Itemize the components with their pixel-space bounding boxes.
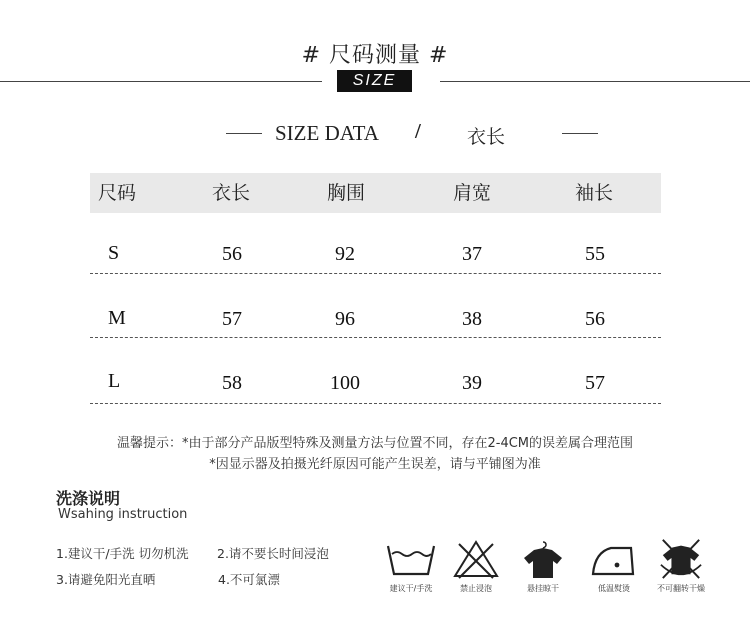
table-cell-length: 56 — [222, 243, 242, 265]
table-cell-sleeve: 57 — [585, 372, 605, 394]
low-iron-icon — [587, 538, 641, 582]
size-badge: SIZE — [337, 70, 412, 92]
column-header-sleeve: 袖长 — [575, 182, 614, 204]
subheader-right-text: 衣长 — [467, 126, 506, 148]
table-cell-shoulder: 37 — [462, 243, 482, 265]
instruction-1: 1.建议干/手洗 切勿机洗 — [56, 546, 189, 561]
tip-line-1: 温馨提示：*由于部分产品版型特殊及测量方法与位置不同，存在2-4CM的误差属合理范围 — [116, 436, 634, 451]
table-cell-chest: 100 — [330, 372, 360, 394]
subheader-dash-left — [226, 133, 262, 134]
tip-line-2: *因显示器及拍摄光纤原因可能产生误差，请与平铺图为准 — [209, 457, 541, 472]
table-cell-size: M — [108, 307, 126, 329]
row-divider — [90, 273, 661, 274]
hang-dry-caption: 悬挂晾干 — [527, 584, 559, 593]
hand-wash-caption: 建议干/手洗 — [389, 584, 433, 593]
table-cell-sleeve: 56 — [585, 308, 605, 330]
washing-subtitle: Wsahing instruction — [58, 507, 188, 522]
table-cell-sleeve: 55 — [585, 243, 605, 265]
row-divider — [90, 337, 661, 338]
subheader-dash-right — [562, 133, 598, 134]
low-iron-caption: 低温熨烫 — [598, 584, 630, 593]
table-cell-shoulder: 39 — [462, 372, 482, 394]
table-cell-shoulder: 38 — [462, 308, 482, 330]
table-cell-size: S — [108, 242, 120, 264]
column-header-shoulder: 肩宽 — [453, 182, 492, 204]
instruction-4: 4.不可氯漂 — [218, 572, 280, 587]
column-header-size: 尺码 — [98, 182, 137, 204]
no-tumble-dry-icon — [654, 536, 708, 580]
instruction-3: 3.请避免阳光直晒 — [56, 572, 156, 587]
column-header-length: 衣长 — [212, 182, 251, 204]
column-header-chest: 胸围 — [327, 182, 366, 204]
table-cell-size: L — [108, 370, 121, 392]
page-title: # 尺码测量 # — [301, 43, 449, 68]
no-tumble-dry-caption: 不可翻转干燥 — [657, 584, 705, 593]
subheader-slash: / — [415, 119, 421, 143]
table-cell-length: 57 — [222, 308, 242, 330]
divider-right — [440, 81, 750, 82]
washing-title: 洗涤说明 — [56, 489, 121, 508]
hand-wash-icon — [384, 538, 438, 582]
instruction-2: 2.请不要长时间浸泡 — [217, 546, 329, 561]
row-divider — [90, 403, 661, 404]
table-cell-length: 58 — [222, 372, 242, 394]
no-soak-icon — [449, 538, 503, 582]
table-cell-chest: 96 — [335, 308, 355, 330]
subheader-left-text: SIZE DATA — [275, 121, 379, 145]
hang-dry-icon — [516, 538, 570, 582]
table-cell-chest: 92 — [335, 243, 355, 265]
no-soak-caption: 禁止浸泡 — [460, 584, 492, 593]
divider-left — [0, 81, 322, 82]
